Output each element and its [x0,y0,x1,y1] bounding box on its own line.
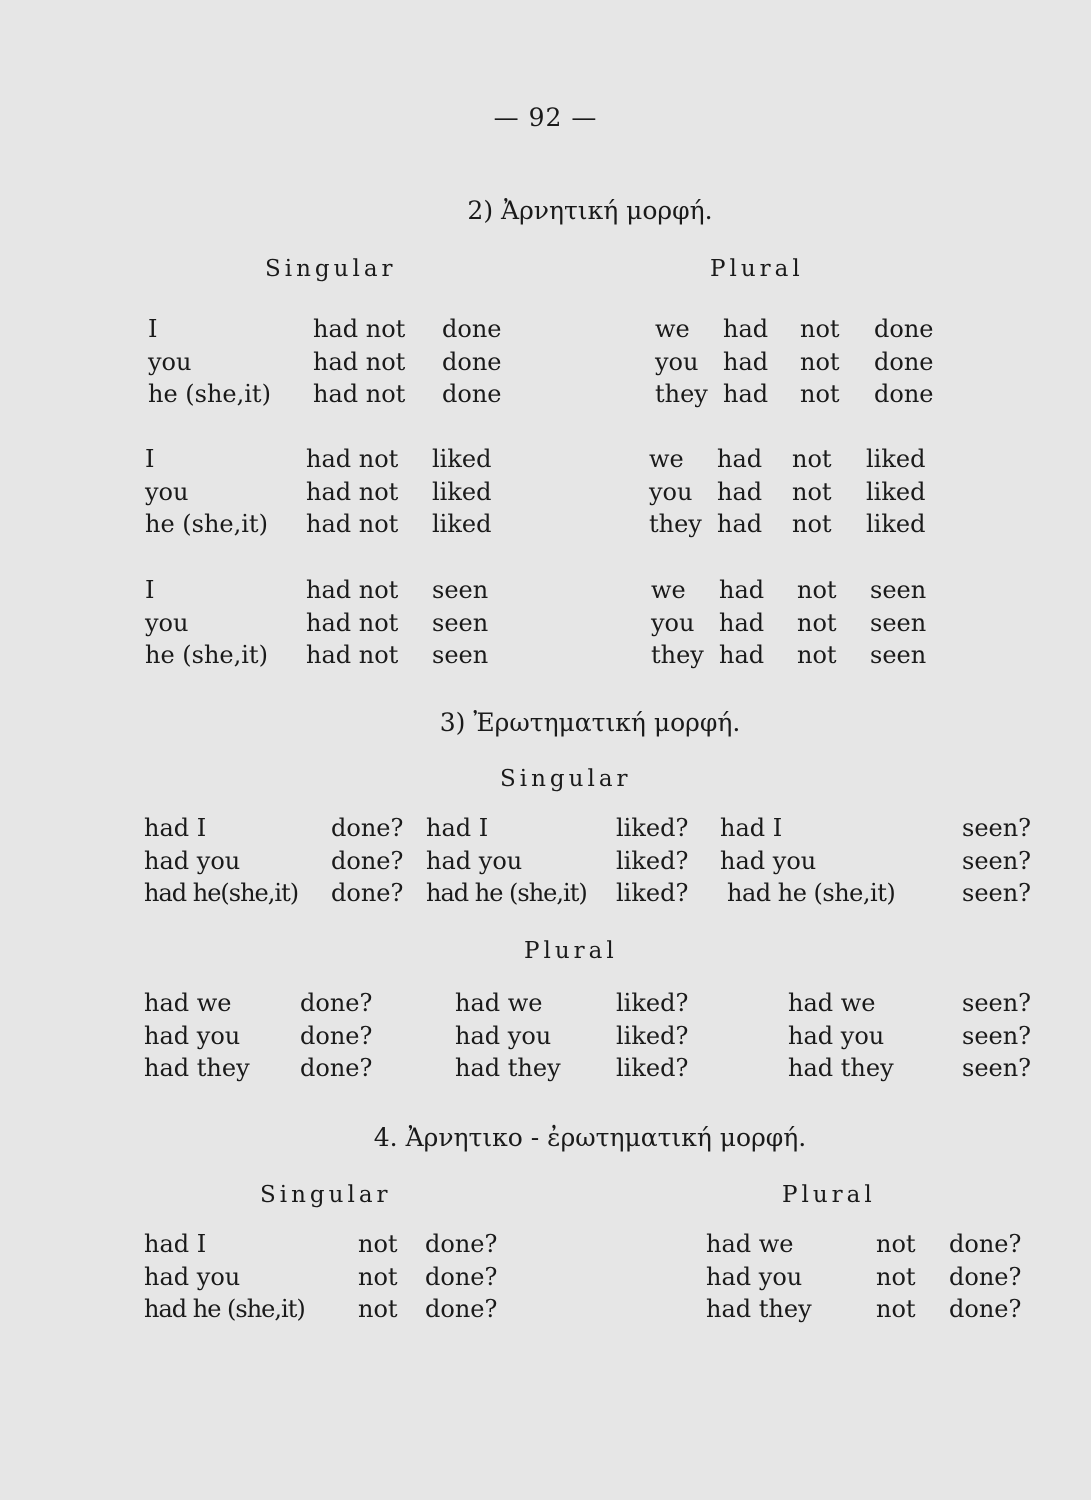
table-cell: done? [331,847,404,875]
table-cell: they [651,641,704,669]
section-title-interrogative: 3) Ἐρωτηματική μορφή. [439,708,741,737]
header-singular: Singular [265,256,397,282]
table-cell: had he (she,it) [727,879,896,907]
table-cell: had he (she,it) [144,1295,305,1323]
table-cell: done? [949,1230,1022,1258]
table-cell: liked? [616,1022,689,1050]
table-cell: done [874,380,934,408]
table-cell: had you [426,847,523,875]
table-cell: had [723,315,769,343]
header-plural: Plural [524,938,618,964]
table-cell: liked [866,445,926,473]
table-cell: seen [870,576,927,604]
table-cell: done? [425,1263,498,1291]
table-cell: liked? [616,1054,689,1082]
table-cell: had you [706,1263,803,1291]
table-cell: not [792,445,832,473]
table-cell: not [358,1295,398,1323]
table-cell: had not [306,510,399,538]
header-plural: Plural [710,256,804,282]
table-cell: liked [432,478,492,506]
table-cell: liked [866,510,926,538]
table-cell: not [800,380,840,408]
table-cell: you [145,478,189,506]
table-cell: not [876,1230,916,1258]
table-cell: we [651,576,686,604]
table-cell: had [723,380,769,408]
table-cell: seen? [962,879,1032,907]
table-cell: liked? [616,989,689,1017]
table-cell: he (she,it) [145,641,268,669]
table-cell: seen? [962,1022,1032,1050]
header-plural: Plural [782,1182,876,1208]
table-cell: you [148,348,192,376]
table-cell: had we [788,989,876,1017]
table-cell: had I [144,1230,207,1258]
table-cell: had not [306,576,399,604]
table-cell: had you [455,1022,552,1050]
table-cell: had you [144,1022,241,1050]
table-cell: had we [455,989,543,1017]
table-cell: had [717,445,763,473]
table-cell: had not [313,315,406,343]
table-cell: had [717,510,763,538]
table-cell: not [800,315,840,343]
table-cell: seen? [962,814,1032,842]
table-cell: I [148,315,158,343]
section-title-negative: 2) Ἀρνητική μορφή. [467,196,713,225]
header-singular: Singular [260,1182,392,1208]
table-cell: they [649,510,702,538]
table-cell: not [797,576,837,604]
table-cell: liked? [616,879,689,907]
section-title-negative-interrogative: 4. Ἀρνητικο - ἐρωτηματική μορφή. [373,1123,807,1152]
table-cell: done? [425,1230,498,1258]
table-cell: you [655,348,699,376]
table-cell: done? [331,879,404,907]
table-cell: had [723,348,769,376]
table-cell: had [719,609,765,637]
table-cell: I [145,576,155,604]
table-cell: had he(she,it) [144,879,299,907]
table-cell: you [145,609,189,637]
table-cell: not [800,348,840,376]
table-cell: done [442,380,502,408]
table-cell: had [717,478,763,506]
table-cell: had not [306,609,399,637]
table-cell: done [442,315,502,343]
header-singular: Singular [500,766,632,792]
table-cell: had not [313,348,406,376]
table-cell: seen? [962,847,1032,875]
table-cell: done? [425,1295,498,1323]
table-cell: not [358,1263,398,1291]
table-cell: done? [300,989,373,1017]
table-cell: had we [144,989,232,1017]
table-cell: had [719,576,765,604]
table-cell: you [649,478,693,506]
table-cell: not [792,478,832,506]
table-cell: had he (she,it) [426,879,587,907]
table-cell: liked [432,445,492,473]
table-cell: had you [788,1022,885,1050]
table-cell: not [876,1295,916,1323]
table-cell: liked [432,510,492,538]
table-cell: seen [432,609,489,637]
table-cell: we [655,315,690,343]
table-cell: done [874,348,934,376]
table-cell: seen? [962,1054,1032,1082]
table-cell: had you [720,847,817,875]
table-cell: had [719,641,765,669]
page-number: — 92 — [493,103,598,132]
table-cell: done? [300,1054,373,1082]
table-cell: had I [144,814,207,842]
table-cell: had they [706,1295,812,1323]
table-cell: had they [455,1054,561,1082]
table-cell: done [874,315,934,343]
table-cell: I [145,445,155,473]
table-cell: done? [331,814,404,842]
table-cell: had they [144,1054,250,1082]
table-cell: he (she,it) [148,380,271,408]
table-cell: not [792,510,832,538]
table-cell: not [797,609,837,637]
table-cell: done [442,348,502,376]
table-cell: seen [432,641,489,669]
table-cell: seen? [962,989,1032,1017]
table-cell: had I [426,814,489,842]
table-cell: not [876,1263,916,1291]
table-cell: had not [306,478,399,506]
table-cell: seen [870,609,927,637]
table-cell: had not [306,445,399,473]
table-cell: done? [300,1022,373,1050]
table-cell: done? [949,1295,1022,1323]
table-cell: liked? [616,814,689,842]
table-cell: liked [866,478,926,506]
table-cell: done? [949,1263,1022,1291]
table-cell: had not [306,641,399,669]
table-cell: had not [313,380,406,408]
table-cell: liked? [616,847,689,875]
table-cell: had you [144,1263,241,1291]
table-cell: you [651,609,695,637]
table-cell: had we [706,1230,794,1258]
table-cell: not [358,1230,398,1258]
table-cell: seen [870,641,927,669]
table-cell: had I [720,814,783,842]
table-cell: he (she,it) [145,510,268,538]
table-cell: seen [432,576,489,604]
table-cell: they [655,380,708,408]
table-cell: had you [144,847,241,875]
table-cell: we [649,445,684,473]
table-cell: not [797,641,837,669]
table-cell: had they [788,1054,894,1082]
